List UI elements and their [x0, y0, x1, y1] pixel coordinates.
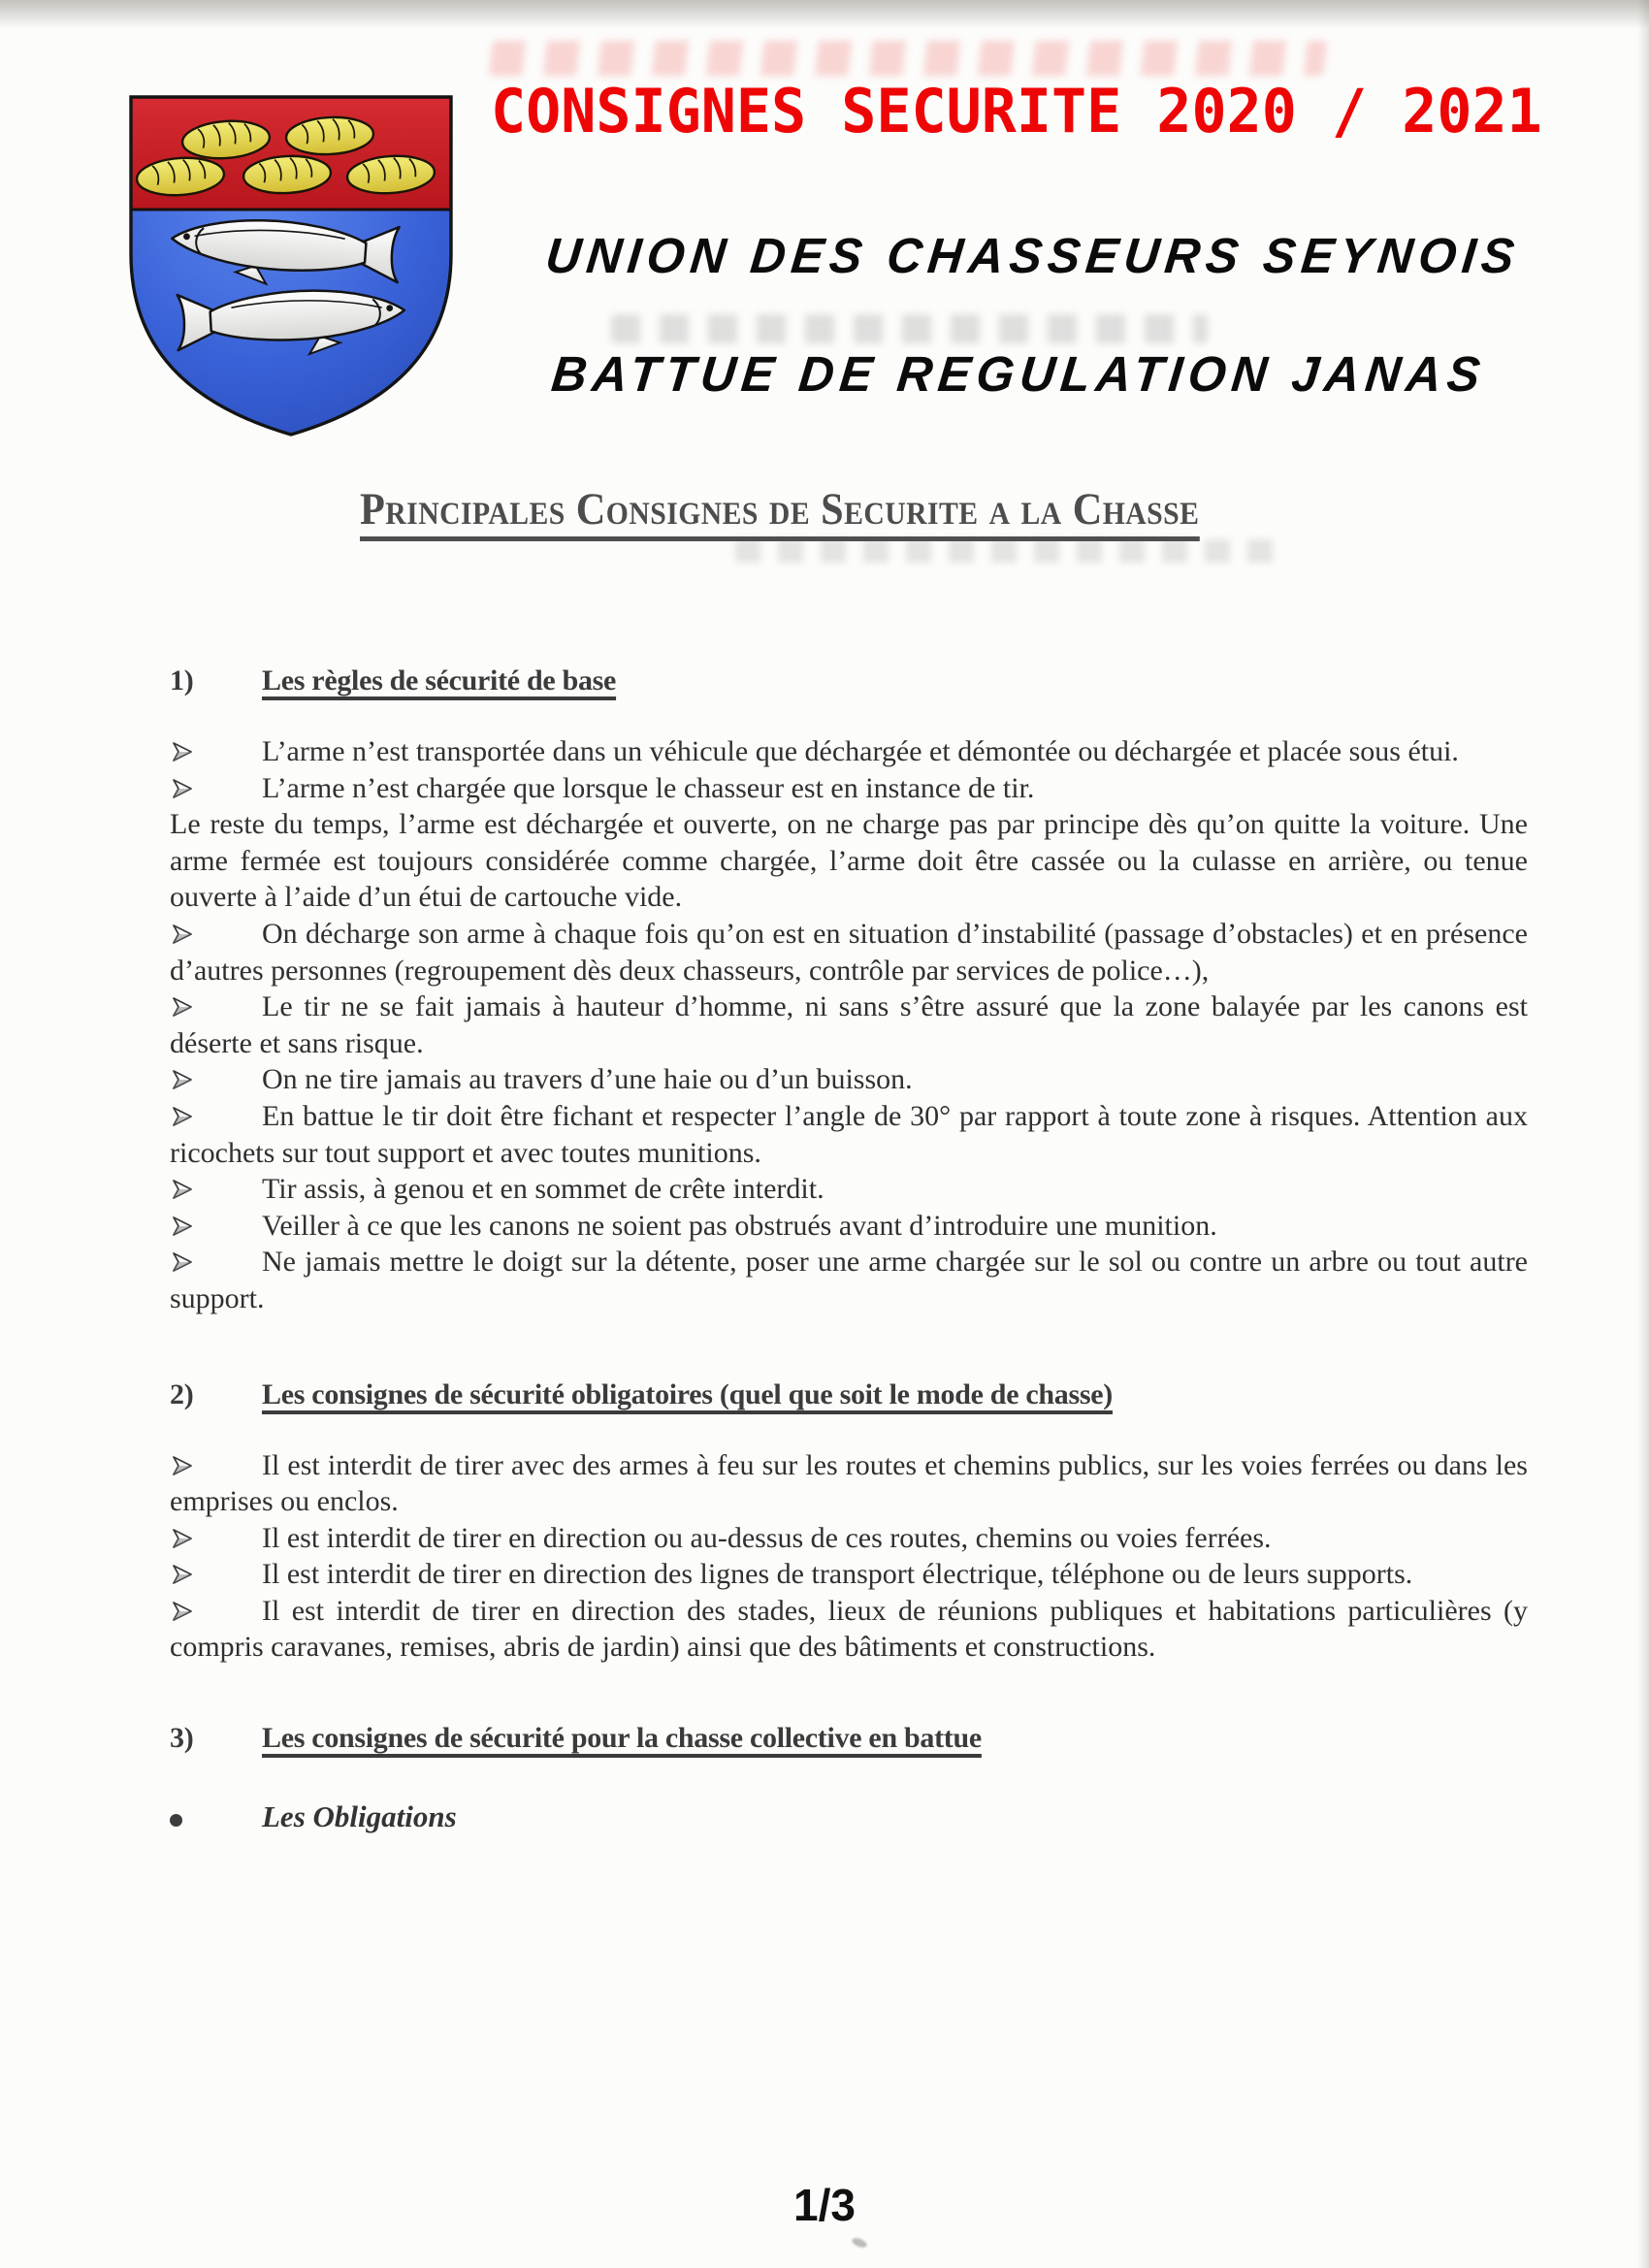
bullet-item: [170, 1520, 1528, 1557]
arrow-bullet-icon: [170, 733, 262, 770]
arrow-bullet-icon: [170, 770, 262, 807]
bullet-item: [170, 988, 1528, 1061]
bullet-text: Veiller à ce que les canons ne soient pas obstrués avant d’introduire une munition.: [262, 1209, 1217, 1242]
sub-section-item: [170, 1798, 1528, 1835]
bullet-item: [170, 1098, 1528, 1171]
section-number: 2): [170, 1377, 194, 1410]
bullet-text: On décharge son arme à chaque fois qu’on est en situation d’instabilité (passage d’obstacles) et en présence d’autres personnes (regroupement dès deux chasseurs, contrôle par services de police…),: [170, 917, 1528, 987]
organization-name: UNION DES CHASSEURS SEYNOIS: [542, 228, 1523, 284]
bullet-text: Il est interdit de tirer en direction ou au-dessus de ces routes, chemins ou voies ferrées.: [262, 1521, 1272, 1554]
section-2-heading: [170, 1376, 1528, 1414]
bullet-item: [170, 1556, 1528, 1593]
paragraph-text: Le reste du temps, l’arme est déchargée et ouverte, on ne charge pas par principe dès qu’on quitte la voiture. Une arme fermée est toujours considérée comme chargée, l’arme doit être cassée ou la culasse en arrière, ou tenue ouverte à l’aide d’un étui de cartouche vide.: [170, 808, 1528, 914]
scan-edge-shadow: [0, 0, 1649, 29]
document-subject: BATTUE DE REGULATION JANAS: [548, 346, 1489, 403]
bullet-text: L’arme n’est transportée dans un véhicule que déchargée et démontée ou déchargée et placée sous étui.: [262, 735, 1459, 767]
arrow-bullet-icon: [170, 1593, 262, 1630]
bullet-text: Tir assis, à genou et en sommet de crête interdit.: [262, 1173, 824, 1206]
dot-bullet-icon: [170, 1798, 262, 1835]
arrow-bullet-icon: [170, 916, 262, 953]
document-title: CONSIGNES SECURITE 2020 / 2021: [491, 76, 1542, 147]
section-number: 1): [170, 664, 194, 697]
section-3-heading: [170, 1719, 1528, 1758]
bullet-item: [170, 733, 1528, 770]
bullet-item: [170, 770, 1528, 807]
bullet-item: [170, 1061, 1528, 1098]
arrow-bullet-icon: [170, 1447, 262, 1484]
bullet-text: En battue le tir doit être fichant et respecter l’angle de 30° par rapport à toute zone à risques. Attention aux ricochets sur tout support et avec toutes munitions.: [170, 1099, 1528, 1169]
page-number: 1/3: [793, 2180, 856, 2230]
sub-section-text: Les Obligations: [262, 1799, 457, 1834]
paragraph: [170, 806, 1528, 916]
bullet-item: [170, 1447, 1528, 1520]
arrow-bullet-icon: [170, 1520, 262, 1557]
arrow-bullet-icon: [170, 1061, 262, 1098]
arrow-bullet-icon: [170, 1098, 262, 1135]
coat-of-arms: [123, 91, 459, 442]
section-1-heading: [170, 662, 1528, 700]
arrow-bullet-icon: [170, 1556, 262, 1593]
scan-speck: [851, 2236, 868, 2249]
scan-edge-shadow-right: [1637, 0, 1649, 2268]
bullet-text: Il est interdit de tirer en direction des lignes de transport électrique, téléphone ou de leurs supports.: [262, 1558, 1413, 1591]
section-number: 3): [170, 1722, 194, 1755]
arrow-bullet-icon: [170, 1244, 262, 1280]
bullet-text: On ne tire jamais au travers d’une haie ou d’un buisson.: [262, 1063, 913, 1096]
scan-bleed-artifact: [735, 539, 1278, 563]
scan-bleed-artifact: [611, 314, 1208, 343]
bullet-text: Le tir ne se fait jamais à hauteur d’homme, ni sans s’être assuré que la zone balayée par les canons est déserte et sans risque.: [170, 990, 1528, 1059]
section-title: Les consignes de sécurité pour la chasse collective en battue: [262, 1722, 982, 1755]
bullet-text: Il est interdit de tirer avec des armes à feu sur les routes et chemins publics, sur les voies ferrées ou dans les emprises ou enclos.: [170, 1448, 1528, 1518]
bullet-text: Il est interdit de tirer en direction des stades, lieux de réunions publiques et habitations particulières (y compris caravanes, remises, abris de jardin) ainsi que des bâtiments et constructions.: [170, 1594, 1528, 1664]
bullet-item: [170, 916, 1528, 988]
arrow-bullet-icon: [170, 1208, 262, 1245]
bullet-item: [170, 1593, 1528, 1666]
document-body: [170, 662, 1528, 1835]
section-title: Les règles de sécurité de base: [262, 664, 617, 697]
scan-bleed-artifact: [489, 41, 1327, 76]
bullet-item: [170, 1244, 1528, 1316]
arrow-bullet-icon: [170, 988, 262, 1025]
bullet-text: L’arme n’est chargée que lorsque le chasseur est en instance de tir.: [262, 771, 1035, 804]
section-title: Les consignes de sécurité obligatoires (quel que soit le mode de chasse): [262, 1377, 1113, 1410]
main-heading: Principales Consignes de Securite a la Chasse: [360, 485, 1199, 541]
bullet-item: [170, 1208, 1528, 1245]
bullet-text: Ne jamais mettre le doigt sur la détente, poser une arme chargée sur le sol ou contre un arbre ou tout autre support.: [170, 1246, 1528, 1314]
bullet-item: [170, 1171, 1528, 1208]
arrow-bullet-icon: [170, 1171, 262, 1208]
